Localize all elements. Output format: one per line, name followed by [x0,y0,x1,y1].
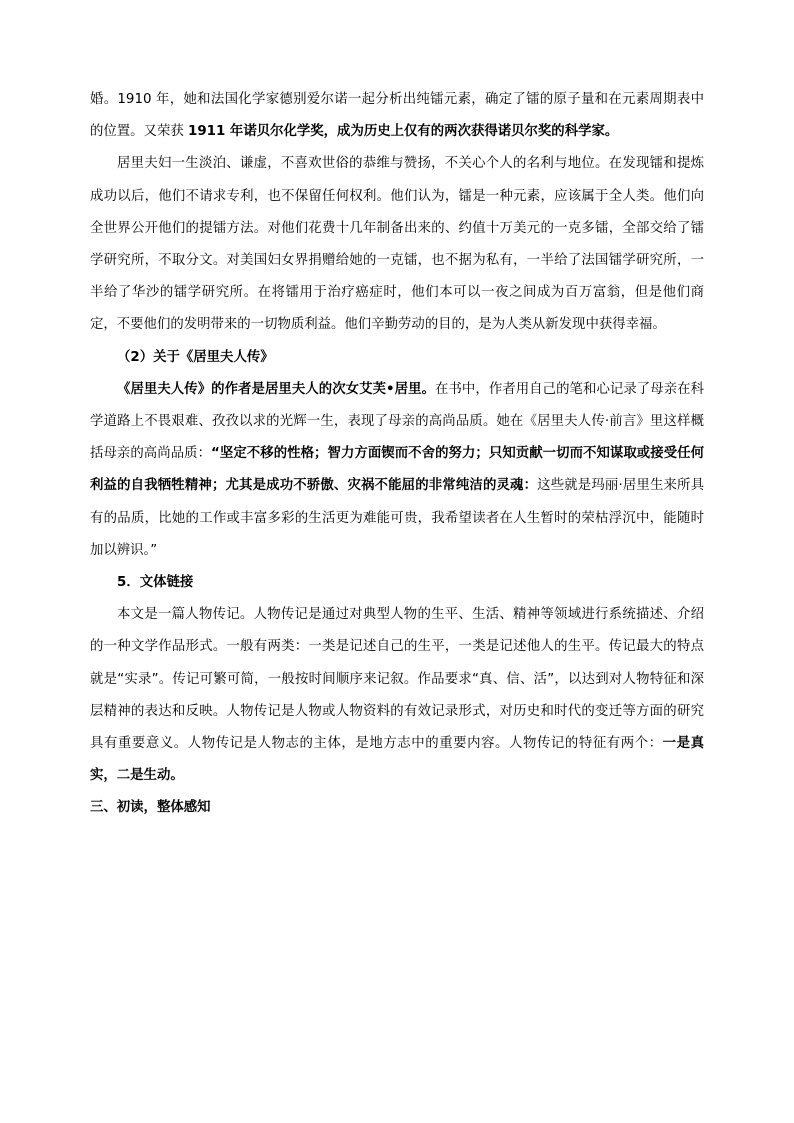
bold-text-run: （2）关于《居里夫人传》 [117,349,274,365]
bold-text-run: 1911 年诺贝尔化学奖，成为历史上仅有的两次获得诺贝尔奖的科学家。 [188,124,619,140]
bold-text-run: 5．文体链接 [117,575,194,591]
text-run: 本文是一篇人物传记。人物传记是通过对典型人物的生平、生活、精神等领域进行系统描述、介绍的一种文学作品形式。一般有两类：一类是记述自己的生平，一类是记述他人的生平。传记最大的特点就是“实录”。传记可繁可简，一般按时间顺序来记叙。作品要求“真、信、活”，以达到对人物特征和深层精神的表达和反映。人物传记是人物或人物资料的有效记录形式，对历史和时代的变迁等方面的研究具有重要意义。人物传记是人物志的主体，是地方志中的重要内容。人物传记的特征有两个： [90,607,704,752]
paragraph-nobel-chemistry [90,84,704,148]
paragraph-biography-author [90,374,704,567]
section-heading-genre-link [90,567,704,599]
text-run: 在书中，作者用自己的笔和心记录了母亲在科学道路上不畏艰难、孜孜以求的光辉一生，表现了母亲的高尚品质。她在《居里夫人传·前言》里这样概括母亲的高尚品质： [90,381,704,462]
document-page [90,84,704,825]
bold-text-run: 《居里夫人传》的作者是居里夫人的次女艾芙•居里。 [117,381,436,397]
text-run: 这些就是玛丽·居里生来所具有的品质，比她的工作或丰富多彩的生活更为难能可贵，我希望读者在人生暂时的荣枯浮沉中，能随时加以辨识。” [90,478,704,558]
text-run: 居里夫妇一生淡泊、谦虚，不喜欢世俗的恭维与赞扬，不关心个人的名利与地位。在发现镭和提炼成功以后，他们不请求专利，也不保留任何权利。他们认为，镭是一种元素，应该属于全人类。他们向全世界公开他们的提镭方法。对他们花费十几年制备出来的、约值十万美元的一克多镭，全部交给了镭学研究所，不取分文。对美国妇女界捐赠给她的一克镭，也不据为私有，一半给了法国镭学研究所，一半给了华沙的镭学研究所。在将镭用于治疗癌症时，他们本可以一夜之间成为百万富翁，但是他们商定，不要他们的发明带来的一切物质利益。他们辛勤劳动的目的，是为人类从新发现中获得幸福。 [90,156,704,333]
paragraph-biography-genre [90,599,704,792]
paragraph-curie-modesty [90,148,704,341]
section-heading-about-biography [90,342,704,374]
bold-text-run: 一是真实，二是生动。 [90,736,704,784]
section-heading-first-reading [90,792,704,824]
bold-text-run: “坚定不移的性格；智力方面锲而不舍的努力；只知贡献一切而不知谋取或接受任何利益的自我牺牲精神；尤其是成功不骄傲、灾祸不能屈的非常纯洁的灵魂： [90,446,704,494]
text-run: 婚。1910 年，她和法国化学家德别爱尔诺一起分析出纯镭元素，确定了镭的原子量和在元素周期表中的位置。又荣获 [90,92,704,140]
bold-text-run: 三、初读，整体感知 [90,800,211,816]
